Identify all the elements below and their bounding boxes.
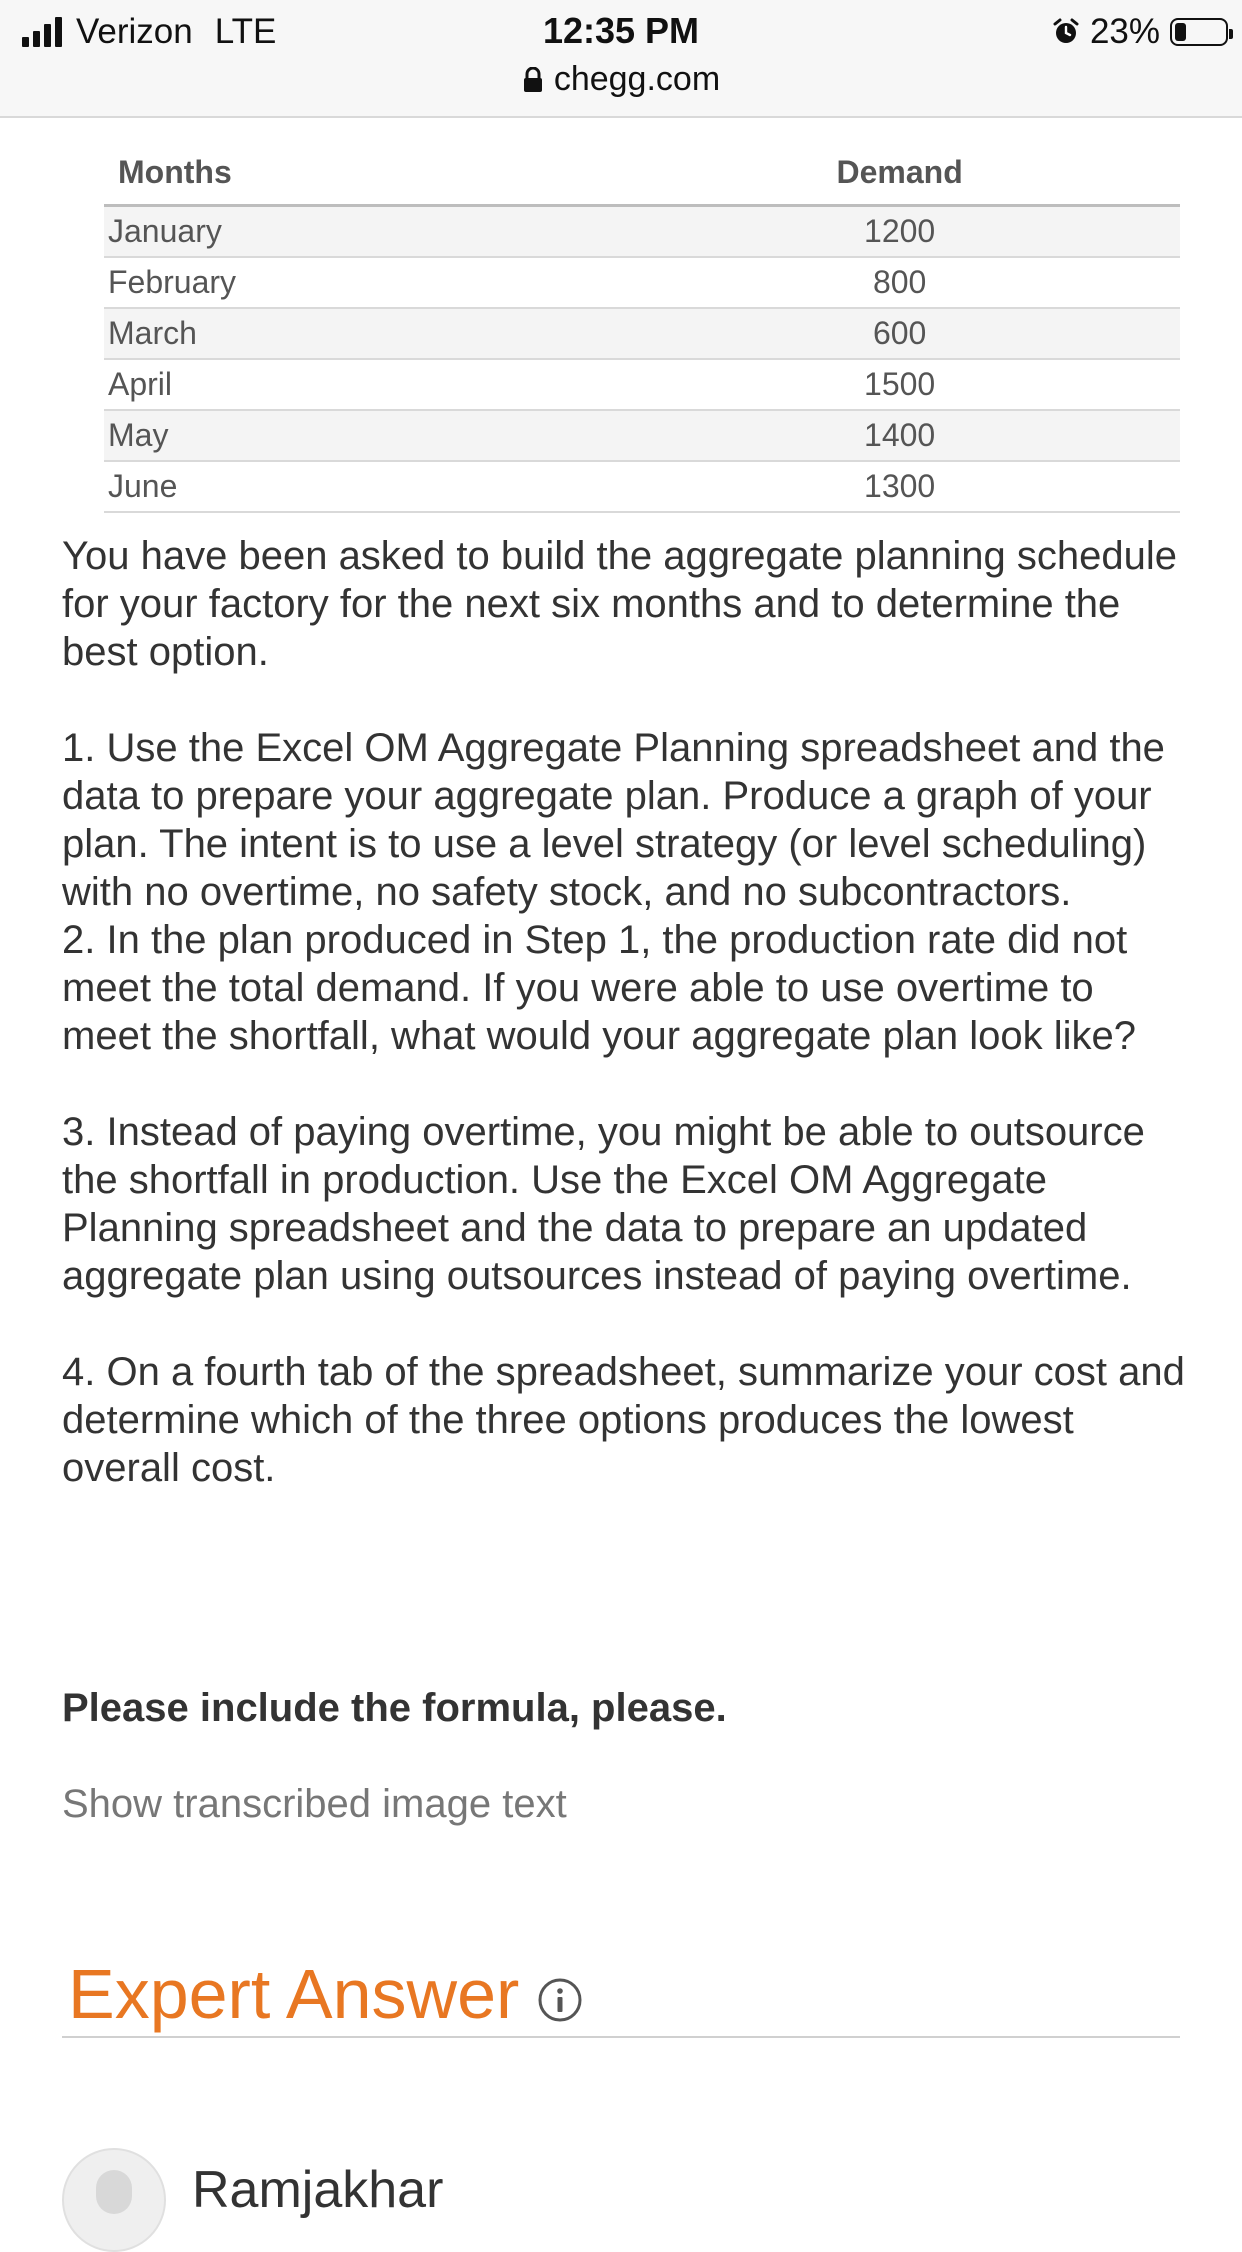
lock-icon — [522, 67, 544, 93]
paragraph-gap — [62, 676, 1192, 724]
expert-answer-title: Expert Answer — [68, 1955, 520, 2033]
header-months: Months — [104, 140, 619, 206]
table-row — [104, 257, 1180, 308]
battery-percentage: 23% — [1089, 12, 1160, 51]
show-transcribed-link[interactable]: Show transcribed image text — [62, 1782, 567, 1826]
cell-month: January — [104, 206, 619, 258]
demand-table — [104, 140, 1180, 513]
address-bar[interactable] — [0, 60, 1242, 99]
cell-month: June — [104, 461, 619, 512]
expert-answer-heading — [68, 1954, 583, 2034]
cell-month: April — [104, 359, 619, 410]
cell-demand: 1300 — [619, 461, 1180, 512]
cell-month: May — [104, 410, 619, 461]
expert-name[interactable]: Ramjakhar — [192, 2161, 444, 2219]
url-text: chegg.com — [553, 60, 721, 98]
table-row — [104, 308, 1180, 359]
question-step-2: 2. In the plan produced in Step 1, the production rate did not meet the total demand. If you were able to use overtime to meet the shortfall, what would your aggregate plan look like? — [62, 918, 1136, 1058]
question-step-1: 1. Use the Excel OM Aggregate Planning spreadsheet and the data to prepare your aggregate plan. Produce a graph of your plan. The intent is to use a level strategy (or level scheduling) with no overtime, no safety stock, and no subcontractors. — [62, 726, 1165, 914]
section-divider — [62, 2036, 1180, 2038]
question-step-3: 3. Instead of paying overtime, you might be able to outsource the shortfall in production. Use the Excel OM Aggregate Planning spreadsheet and the data to prepare an updated aggregate plan using outsources instead of paying overtime. — [62, 1110, 1145, 1298]
cell-demand: 600 — [619, 308, 1180, 359]
table-row — [104, 359, 1180, 410]
cell-demand: 1200 — [619, 206, 1180, 258]
paragraph-gap — [62, 1300, 1192, 1348]
table-row — [104, 206, 1180, 258]
table-row — [104, 461, 1180, 512]
table-row — [104, 410, 1180, 461]
formula-request: Please include the formula, please. — [62, 1686, 727, 1730]
table-header-row — [104, 140, 1180, 206]
battery-fill — [1175, 23, 1186, 41]
battery-cap — [1229, 29, 1233, 39]
network-type: LTE — [214, 12, 277, 51]
status-right — [1052, 12, 1228, 52]
paragraph-gap — [62, 1060, 1192, 1108]
battery-icon — [1170, 18, 1228, 46]
status-bar — [0, 0, 1242, 118]
question-body — [62, 532, 1192, 1492]
cell-month: February — [104, 257, 619, 308]
info-icon[interactable] — [537, 1977, 583, 2023]
cell-demand: 800 — [619, 257, 1180, 308]
status-time: 12:35 PM — [542, 10, 700, 51]
cell-demand: 1400 — [619, 410, 1180, 461]
question-intro: You have been asked to build the aggregate planning schedule for your factory for the next six months and to determine the best option. — [62, 534, 1177, 674]
cell-month: March — [104, 308, 619, 359]
avatar-silhouette — [96, 2170, 132, 2214]
header-demand: Demand — [619, 140, 1180, 206]
avatar-icon[interactable] — [62, 2148, 166, 2252]
carrier-name: Verizon — [76, 12, 193, 51]
alarm-icon — [1052, 18, 1080, 46]
question-step-4: 4. On a fourth tab of the spreadsheet, summarize your cost and determine which of the three options produces the lowest overall cost. — [62, 1350, 1185, 1490]
cell-demand: 1500 — [619, 359, 1180, 410]
